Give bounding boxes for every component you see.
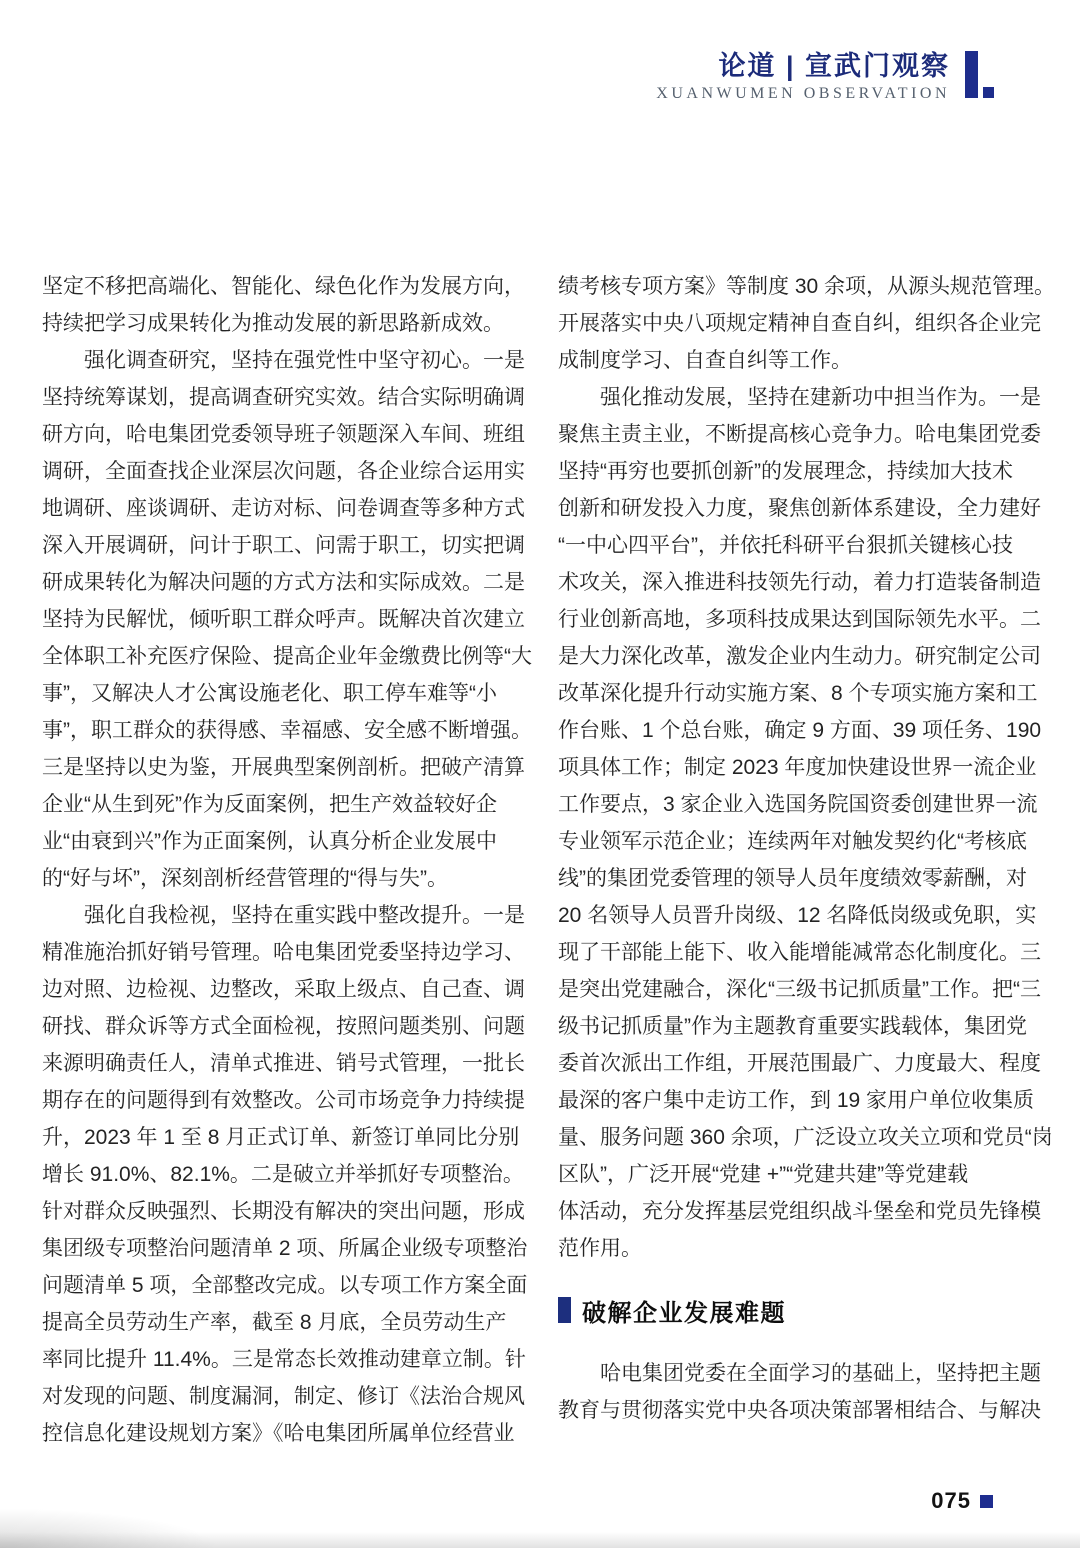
text-line: “一中心四平台”，并依托科研平台狠抓关键核心技 — [558, 534, 1013, 557]
text-line: 是大力深化改革，激发企业内生动力。研究制定公司 — [558, 645, 1041, 668]
text-line: 强化自我检视，坚持在重实践中整改提升。一是 — [42, 904, 525, 927]
text-line: 业“由衰到兴”作为正面案例，认真分析企业发展中 — [42, 830, 497, 853]
text-line: 强化推动发展，坚持在建新功中担当作为。一是 — [558, 386, 1041, 409]
left-column — [42, 268, 532, 1452]
page-footer — [931, 1488, 993, 1514]
text-line: 来源明确责任人，清单式推进、销号式管理，一批长 — [42, 1052, 525, 1075]
text-line: 深入开展调研，问计于职工、问需于职工，切实把调 — [42, 534, 525, 557]
text-line: 成制度学习、自查自纠等工作。 — [558, 349, 852, 372]
header-square-icon — [983, 87, 994, 98]
text-line: 作台账、1 个总台账，确定 9 方面、39 项任务、190 — [558, 719, 1042, 742]
section-heading-text: 破解企业发展难题 — [582, 1299, 786, 1327]
text-line: 现了干部能上能下、收入能增能减常态化制度化。三 — [558, 941, 1041, 964]
text-line: 问题清单 5 项，全部整改完成。以专项工作方案全面 — [42, 1274, 528, 1297]
text-line: 最深的客户集中走访工作，到 19 家用户单位收集质 — [558, 1089, 1035, 1112]
text-line: 范作用。 — [558, 1237, 642, 1260]
text-line: 坚持统筹谋划，提高调查研究实效。结合实际明确调 — [42, 386, 525, 409]
text-line: 聚焦主责主业，不断提高核心竞争力。哈电集团党委 — [558, 423, 1041, 446]
text-line: 创新和研发投入力度，聚焦创新体系建设，全力建好 — [558, 497, 1041, 520]
text-line: 是突出党建融合，深化“三级书记抓质量”工作。把“三 — [558, 978, 1041, 1001]
text-line: 集团级专项整治问题清单 2 项、所属企业级专项整治 — [42, 1237, 528, 1260]
text-line: 三是坚持以史为鉴，开展典型案例剖析。把破产清算 — [42, 756, 525, 779]
text-line: 地调研、座谈调研、走访对标、问卷调查等多种方式 — [42, 497, 525, 520]
text-line: 升，2023 年 1 至 8 月正式订单、新签订单同比分别 — [42, 1126, 520, 1149]
text-line: 研方向，哈电集团党委领导班子领题深入车间、班组 — [42, 423, 525, 446]
text-line: 哈电集团党委在全面学习的基础上，坚持把主题 — [558, 1362, 1041, 1385]
text-line: 事”，职工群众的获得感、幸福感、安全感不断增强。 — [42, 719, 532, 742]
text-line: 线”的集团党委管理的领导人员年度绩效零薪酬，对 — [558, 867, 1027, 890]
text-line: 行业创新高地，多项科技成果达到国际领先水平。二 — [558, 608, 1041, 631]
header-bar-icon — [965, 51, 978, 98]
scan-shadow-corner — [0, 1508, 220, 1548]
column-title-en: XUANWUMEN OBSERVATION — [656, 85, 950, 102]
text-line: 对发现的问题、制度漏洞，制定、修订《法治合规风 — [42, 1385, 525, 1408]
page-number: 075 — [931, 1488, 971, 1513]
text-line: 研找、群众诉等方式全面检视，按照问题类别、问题 — [42, 1015, 525, 1038]
text-line: 增长 91.0%、82.1%。二是破立并举抓好专项整治。 — [42, 1163, 524, 1186]
text-line: 教育与贯彻落实党中央各项决策部署相结合、与解决 — [558, 1399, 1041, 1422]
text-line: 期存在的问题得到有效整改。公司市场竞争力持续提 — [42, 1089, 525, 1112]
text-line: 开展落实中央八项规定精神自查自纠，组织各企业完 — [558, 312, 1041, 335]
text-line: 改革深化提升行动实施方案、8 个专项实施方案和工 — [558, 682, 1038, 705]
text-line: 体活动，充分发挥基层党组织战斗堡垒和党员先锋模 — [558, 1200, 1041, 1223]
text-line: 精准施治抓好销号管理。哈电集团党委坚持边学习、 — [42, 941, 525, 964]
text-line: 企业“从生到死”作为反面案例，把生产效益较好企 — [42, 793, 497, 816]
header-mark-icon — [965, 50, 994, 100]
article-body — [42, 268, 1056, 1452]
text-line: 调研，全面查找企业深层次问题，各企业综合运用实 — [42, 460, 525, 483]
text-line: 率同比提升 11.4%。三是常态长效推动建章立制。针 — [42, 1348, 526, 1371]
text-line: 强化调查研究，坚持在强党性中坚守初心。一是 — [42, 349, 525, 372]
column-title-zh: 论道 | 宣武门观察 — [718, 51, 950, 81]
text-line: 控信息化建设规划方案》《哈电集团所属单位经营业 — [42, 1422, 515, 1445]
text-line: 20 名领导人员晋升岗级、12 名降低岗级或免职，实 — [558, 904, 1037, 927]
text-line: 专业领军示范企业；连续两年对触发契约化“考核底 — [558, 830, 1027, 853]
heading-marker-icon — [558, 1297, 571, 1323]
text-line: 坚持为民解忧，倾听职工群众呼声。既解决首次建立 — [42, 608, 525, 631]
text-line: 持续把学习成果转化为推动发展的新思路新成效。 — [42, 312, 504, 335]
text-line: 术攻关，深入推进科技领先行动，着力打造装备制造 — [558, 571, 1041, 594]
text-line: 级书记抓质量”作为主题教育重要实践载体，集团党 — [558, 1015, 1027, 1038]
text-line: 事”，又解决人才公寓设施老化、职工停车难等“小 — [42, 682, 497, 705]
text-line: 项具体工作；制定 2023 年度加快建设世界一流企业 — [558, 756, 1037, 779]
section-heading — [558, 1295, 1040, 1325]
text-line: 边对照、边检视、边整改，采取上级点、自己查、调 — [42, 978, 525, 1001]
text-line: 绩考核专项方案》等制度 30 余项，从源头规范管理。 — [558, 275, 1056, 298]
text-line: 坚持“再穷也要抓创新”的发展理念，持续加大技术 — [558, 460, 1013, 483]
text-line: 量、服务问题 360 余项，广泛设立攻关立项和党员“岗 — [558, 1126, 1053, 1149]
text-line: 工作要点，3 家企业入选国务院国资委创建世界一流 — [558, 793, 1038, 816]
right-column — [558, 268, 1056, 1452]
text-line: 提高全员劳动生产率，截至 8 月底，全员劳动生产 — [42, 1311, 507, 1334]
page-marker-icon — [980, 1495, 993, 1508]
text-line: 区队”，广泛开展“党建 +”“党建共建”等党建载 — [558, 1163, 969, 1186]
text-line: 研成果转化为解决问题的方式方法和实际成效。二是 — [42, 571, 525, 594]
text-line: 的“好与坏”，深刻剖析经营管理的“得与失”。 — [42, 867, 448, 890]
text-line: 全体职工补充医疗保险、提高企业年金缴费比例等“大 — [42, 645, 532, 668]
text-line: 针对群众反映强烈、长期没有解决的突出问题，形成 — [42, 1200, 525, 1223]
text-line: 委首次派出工作组，开展范围最广、力度最大、程度 — [558, 1052, 1041, 1075]
page-header — [656, 50, 994, 103]
scan-shadow-edge — [0, 1532, 1080, 1548]
text-line: 坚定不移把高端化、智能化、绿色化作为发展方向， — [42, 275, 525, 298]
right-column-text-bottom — [558, 1355, 1040, 1429]
right-column-text-top — [558, 268, 1056, 1267]
header-titles — [656, 50, 950, 103]
